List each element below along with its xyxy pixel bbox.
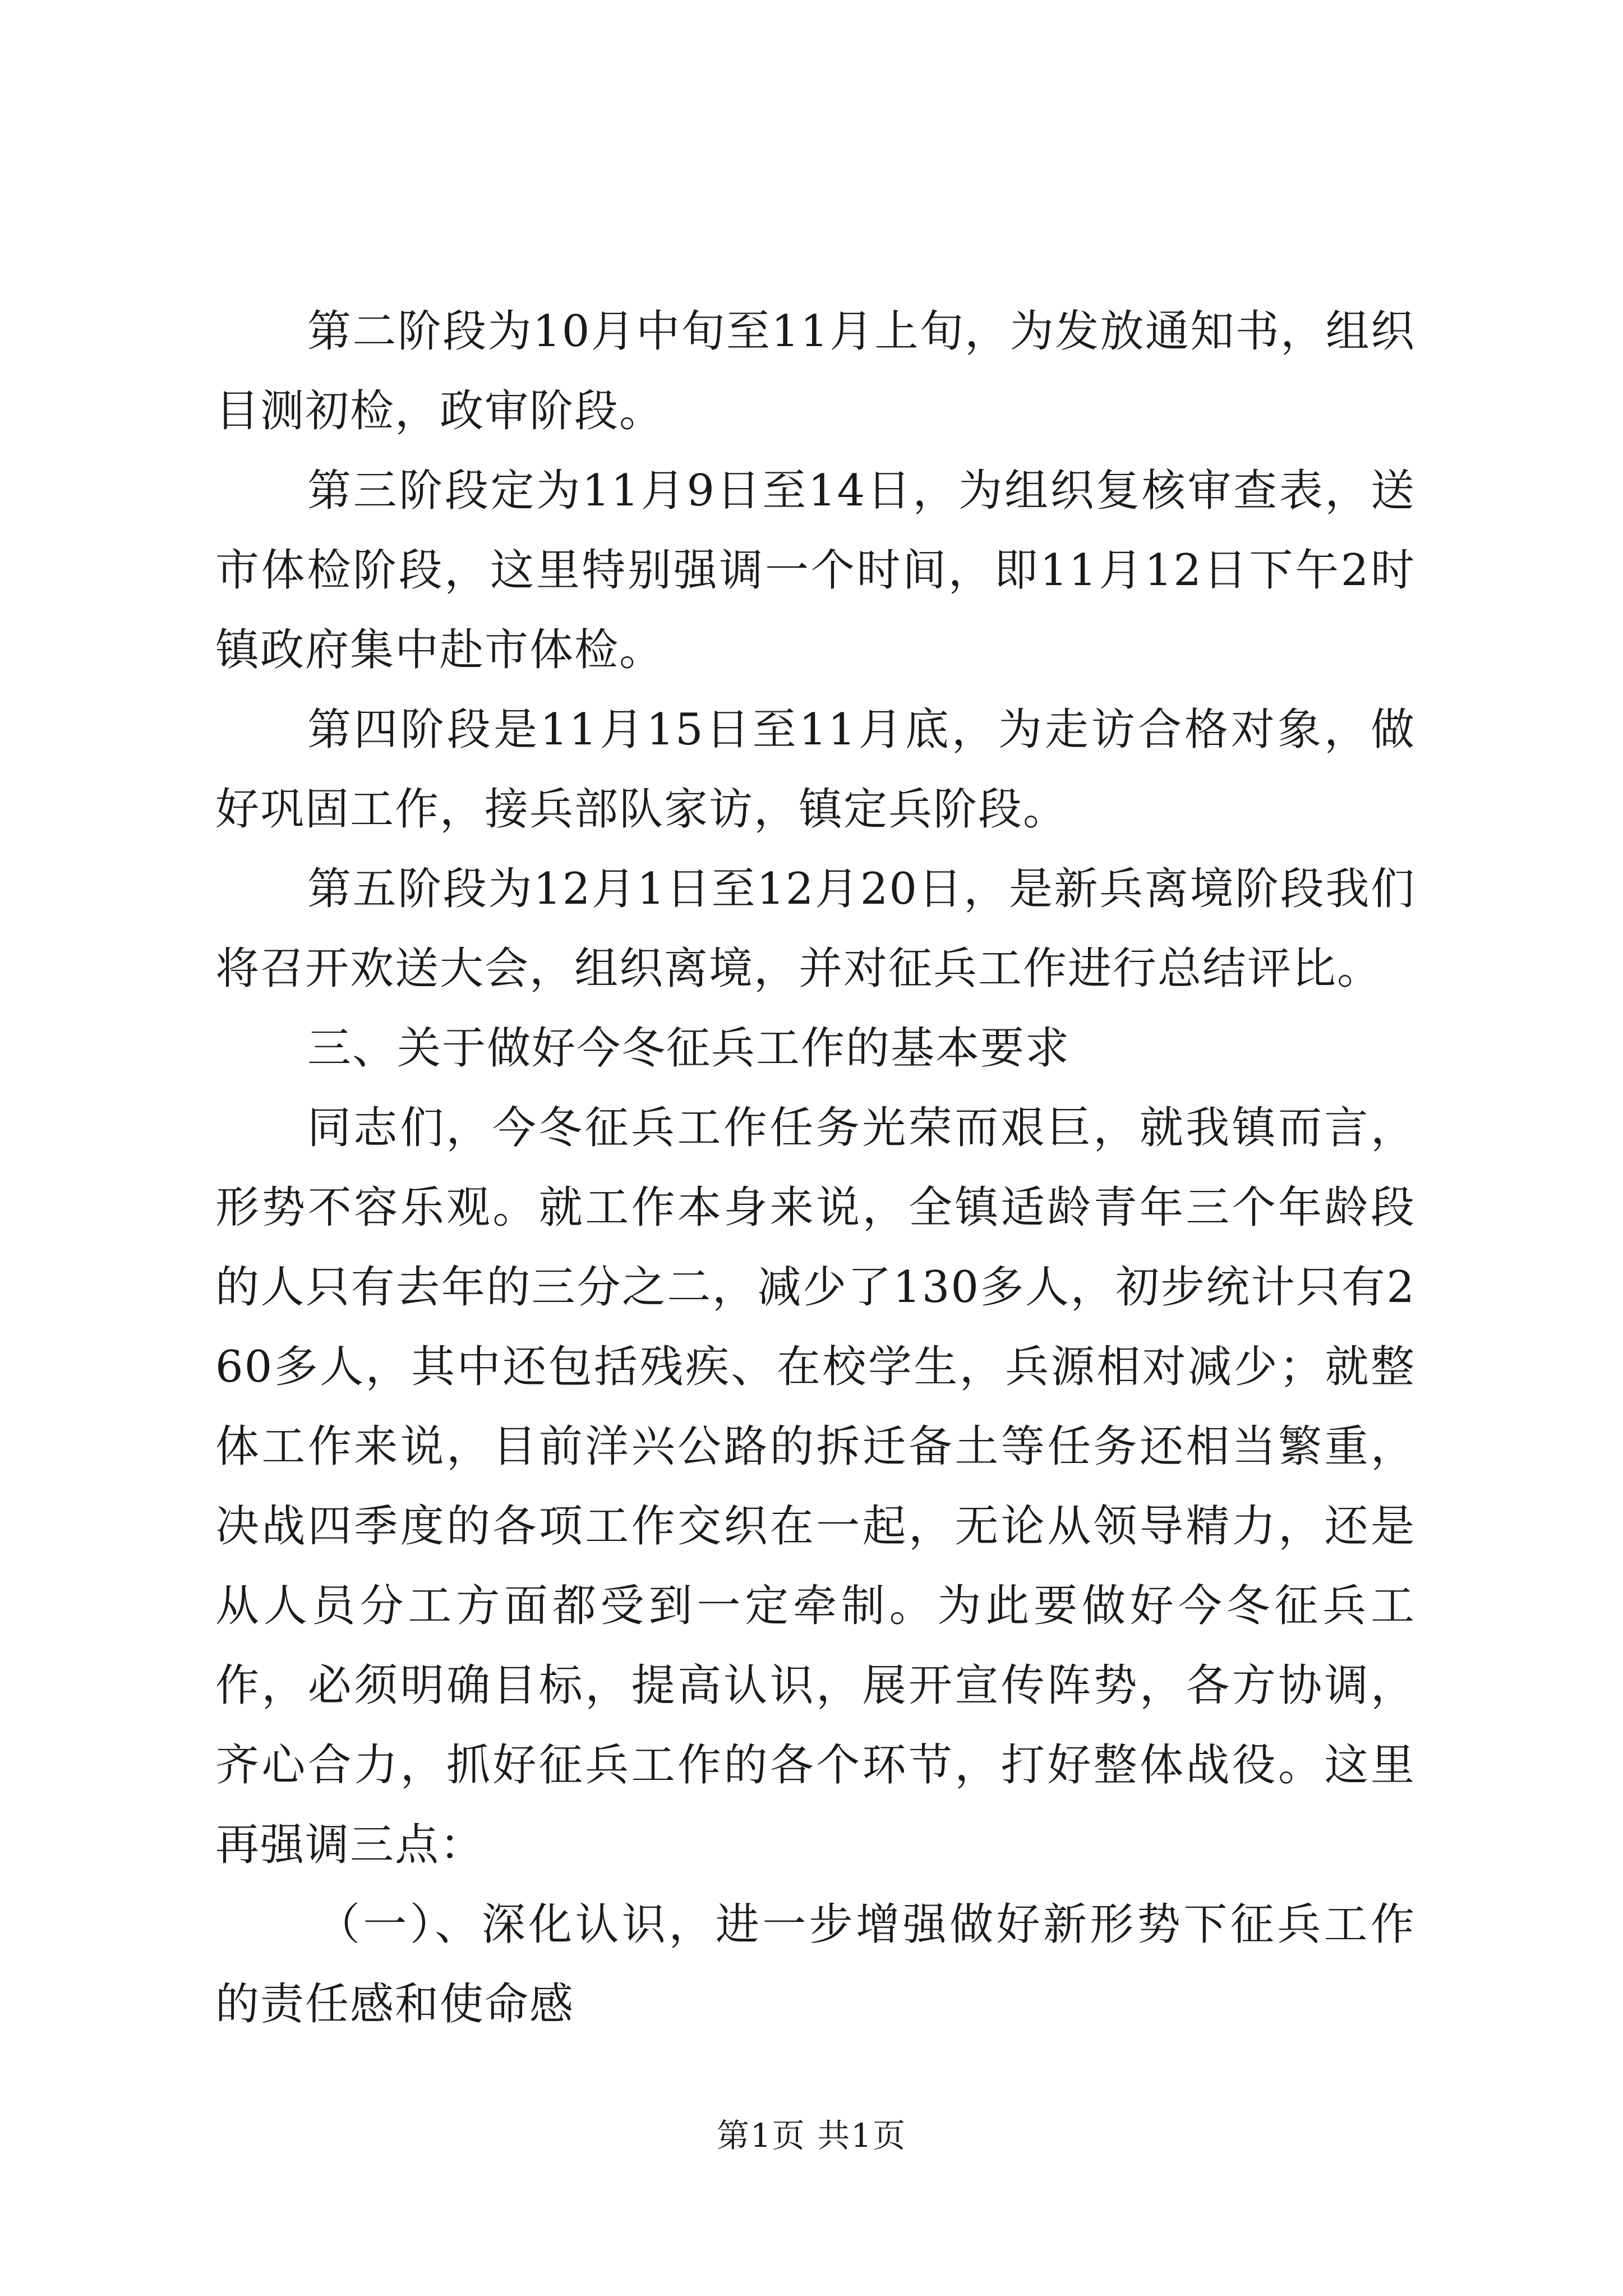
paragraph-stage-two: 第二阶段为10月中旬至11月上旬，为发放通知书，组织目测初检，政审阶段。 xyxy=(215,306,1415,436)
document-body xyxy=(215,292,1415,2044)
paragraph-situation: 同志们，今冬征兵工作任务光荣而艰巨，就我镇而言，形势不容乐观。就工作本身来说，全镇适龄青年三个年龄段的人只有去年的三分之二，减少了130多人，初步统计只有260多人，其中还包括残疾、在校学生，兵源相对减少；就整体工作来说，目前洋兴公路的拆迁备土等任务还相当繁重，决战四季度的各项工作交织在一起，无论从领导精力，还是从人员分工方面都受到一定牵制。为此要做好今冬征兵工作，必须明确目标，提高认识，展开宣传阵势，各方协调，齐心合力，抓好征兵工作的各个环节，打好整体战役。这里再强调三点： xyxy=(215,1103,1415,1870)
section-heading-requirements: 三、关于做好今冬征兵工作的基本要求 xyxy=(307,1023,1071,1074)
subsection-heading-one: （一）、深化认识，进一步增强做好新形势下征兵工作的责任感和使命感 xyxy=(215,1899,1415,2030)
paragraph-stage-five: 第五阶段为12月1日至12月20日，是新兵离境阶段我们将召开欢送大会，组织离境，并对征兵工作进行总结评比。 xyxy=(215,864,1415,994)
paragraph-stage-three: 第三阶段定为11月9日至14日，为组织复核审查表，送市体检阶段，这里特别强调一个时间，即11月12日下午2时镇政府集中赴市体检。 xyxy=(215,466,1415,675)
page-footer: 第1页 共1页 xyxy=(716,2116,907,2155)
paragraph-stage-four: 第四阶段是11月15日至11月底，为走访合格对象，做好巩固工作，接兵部队家访，镇定兵阶段。 xyxy=(215,705,1415,835)
